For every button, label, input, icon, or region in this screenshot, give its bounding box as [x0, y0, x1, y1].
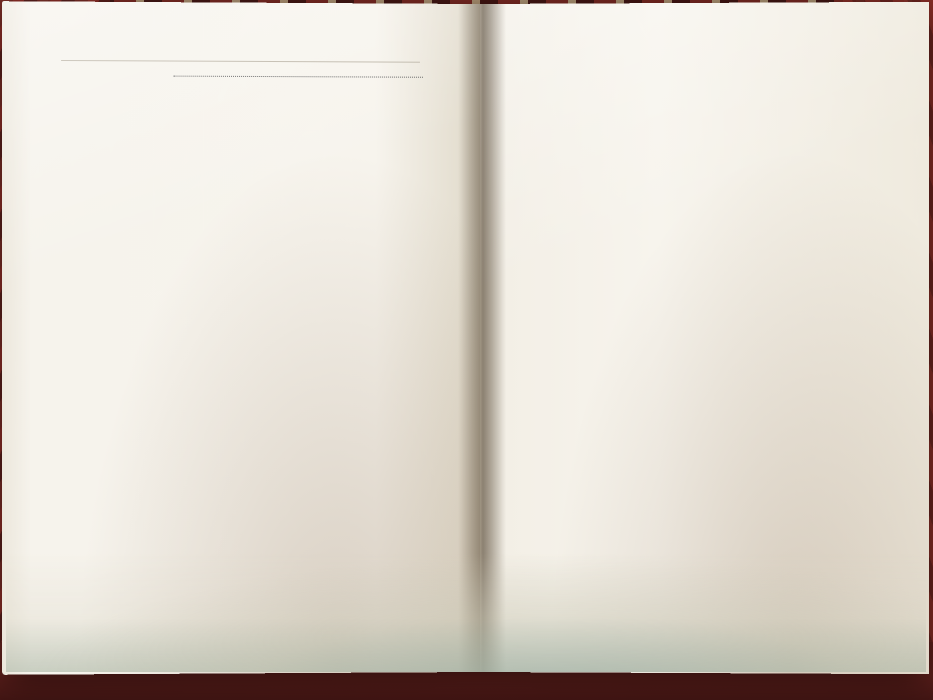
toc-top-entries: [172, 65, 424, 66]
right-page: [480, 2, 929, 674]
open-book: [6, 4, 926, 672]
leader-dots: [173, 75, 423, 78]
toc-chapters: [172, 65, 424, 66]
table-of-contents: [172, 65, 424, 80]
header-rule: [61, 60, 420, 63]
left-page: [2, 1, 480, 675]
section-divider-label: [59, 314, 180, 328]
toc-appendix: [172, 75, 424, 80]
left-page-content: [2, 1, 480, 675]
page-sheen-right: [480, 2, 929, 674]
